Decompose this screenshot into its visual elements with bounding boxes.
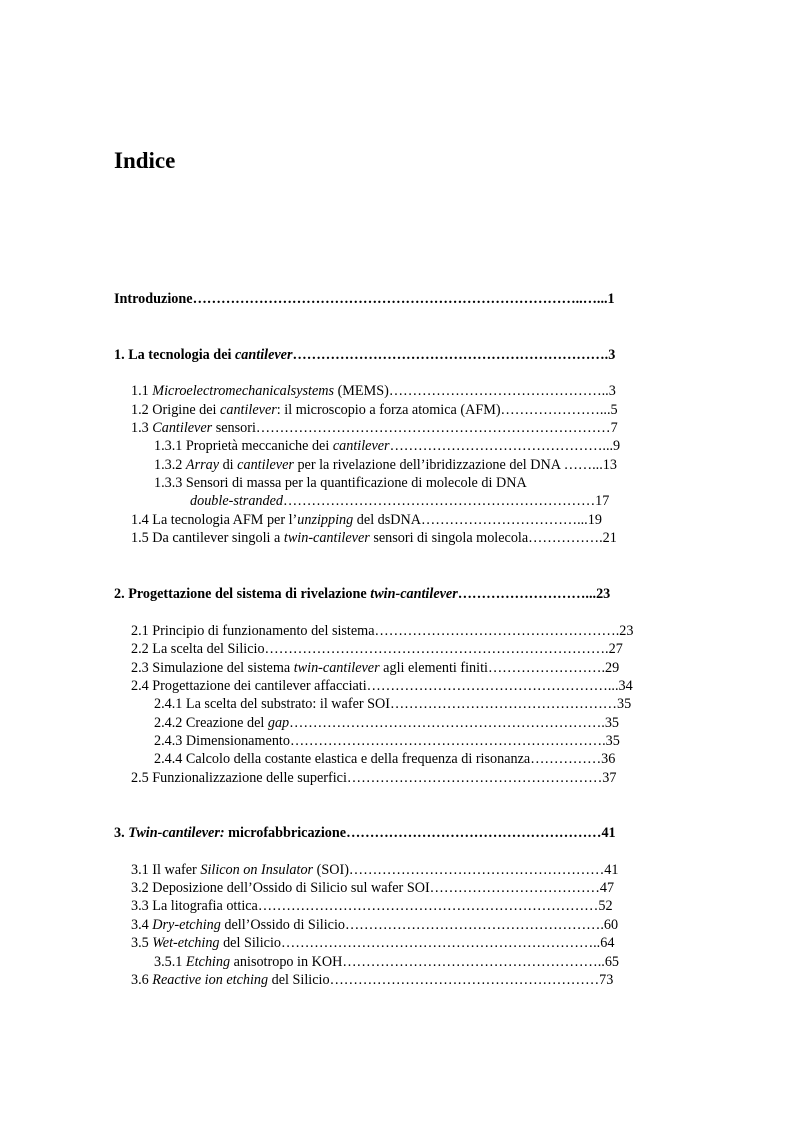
toc-entry-2-4-2[interactable]: 2.4.2 Creazione del gap………………………………………………………….35 [154, 715, 619, 731]
toc-entry-2-4[interactable]: 2.4 Progettazione dei cantilever affacciati……………………………………………...34 [131, 678, 633, 694]
toc-entry-2-1[interactable]: 2.1 Principio di funzionamento del sistema…………………………………………….23 [131, 623, 634, 639]
toc-entry-2-3[interactable]: 2.3 Simulazione del sistema twin-cantilever agli elementi finiti…………………….29 [131, 660, 620, 676]
toc-chapter-2[interactable]: 2. Progettazione del sistema di rivelazione twin-cantilever………………………...23 [114, 586, 611, 602]
toc-entry-1-3-2[interactable]: 1.3.2 Array di cantilever per la rivelazione dell’ibridizzazione del DNA ……...13 [154, 457, 617, 473]
page-title: Indice [114, 148, 176, 173]
toc-entry-1-3-3[interactable]: 1.3.3 Sensori di massa per la quantificazione di molecole di DNA [154, 475, 527, 491]
toc-entry-2-5[interactable]: 2.5 Funzionalizzazione delle superfici………………………………………………37 [131, 770, 617, 786]
toc-entry-3-6[interactable]: 3.6 Reactive ion etching del Silicio…………………………………………………73 [131, 972, 614, 988]
toc-entry-1-2[interactable]: 1.2 Origine dei cantilever: il microscopio a forza atomica (AFM)…………………...5 [131, 402, 618, 418]
toc-introduction[interactable]: Introduzione………………………………………………………………………..…...1 [114, 291, 615, 307]
toc-entry-3-1[interactable]: 3.1 Il wafer Silicon on Insulator (SOI)………………………………………………41 [131, 862, 619, 878]
toc-chapter-1[interactable]: 1. La tecnologia dei cantilever………………………………………………………….3 [114, 347, 616, 363]
toc-chapter-3[interactable]: 3. Twin-cantilever: microfabbricazione………………………………………………41 [114, 825, 616, 841]
toc-entry-1-3-1[interactable]: 1.3.1 Proprietà meccaniche dei cantilever………………………………………...9 [154, 438, 621, 454]
toc-entry-2-2[interactable]: 2.2 La scelta del Silicio……………………………………………………………….27 [131, 641, 623, 657]
toc-entry-3-5[interactable]: 3.5 Wet-etching del Silicio…………………………………………………………..64 [131, 935, 615, 951]
toc-entry-2-4-4[interactable]: 2.4.4 Calcolo della costante elastica e della frequenza di risonanza……………36 [154, 751, 616, 767]
toc-entry-3-4[interactable]: 3.4 Dry-etching dell’Ossido di Silicio……………………………………………….60 [131, 917, 619, 933]
toc-entry-2-4-1[interactable]: 2.4.1 La scelta del substrato: il wafer SOI…………………………………………35 [154, 696, 632, 712]
toc-entry-2-4-3[interactable]: 2.4.3 Dimensionamento………………………………………………………….35 [154, 733, 620, 749]
toc-entry-3-3[interactable]: 3.3 La litografia ottica………………………………………………………………52 [131, 898, 613, 914]
toc-entry-1-5[interactable]: 1.5 Da cantilever singoli a twin-cantilever sensori di singola molecola…………….21 [131, 530, 617, 546]
toc-entry-1-1[interactable]: 1.1 Microelectromechanicalsystems (MEMS)………………………………………..3 [131, 383, 616, 399]
toc-entry-1-3-3-cont[interactable]: double-stranded…………………………………………………………17 [190, 493, 610, 509]
toc-entry-1-4[interactable]: 1.4 La tecnologia AFM per l’unzipping del dsDNA……………………………...19 [131, 512, 602, 528]
toc-entry-3-2[interactable]: 3.2 Deposizione dell’Ossido di Silicio sul wafer SOI………………………………47 [131, 880, 615, 896]
toc-entry-1-3[interactable]: 1.3 Cantilever sensori…………………………………………………………………7 [131, 420, 618, 436]
toc-entry-3-5-1[interactable]: 3.5.1 Etching anisotropo in KOH………………………………………………..65 [154, 954, 620, 970]
